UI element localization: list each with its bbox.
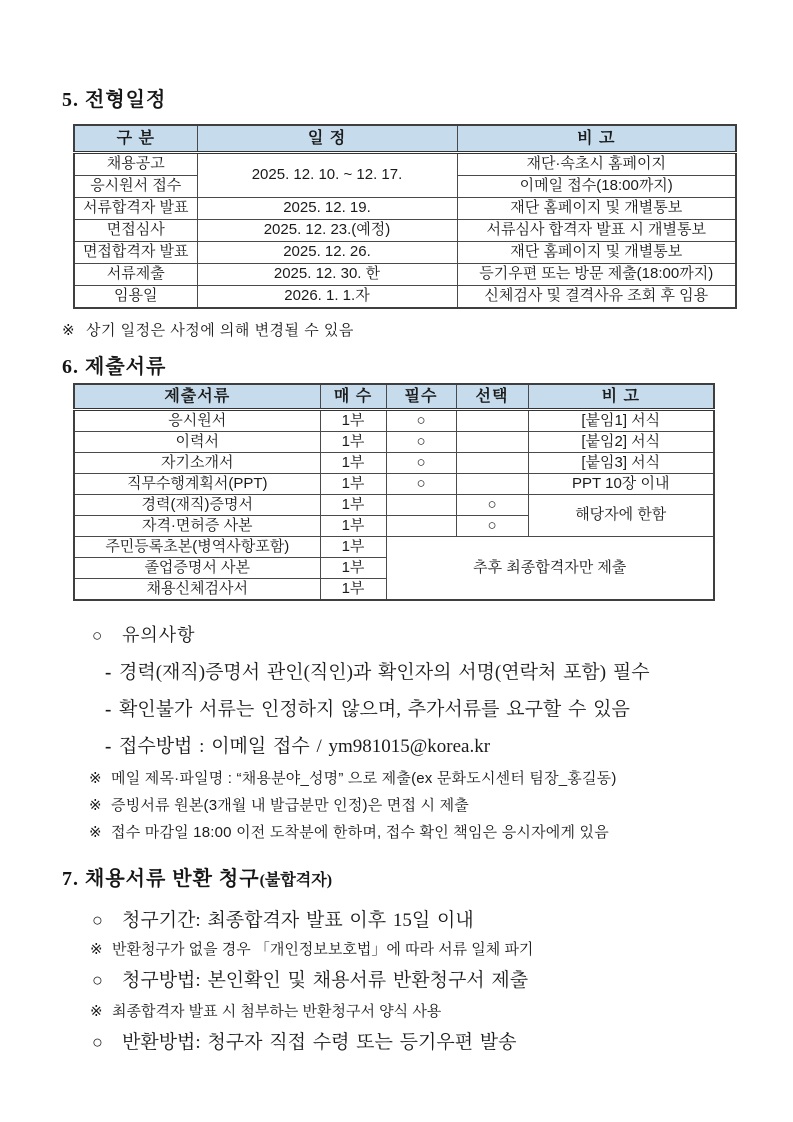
cell-schedule: 2025. 12. 19. <box>197 198 457 220</box>
cell-optional-mark <box>456 410 528 432</box>
table-row <box>74 432 714 453</box>
cell-note: [붙임2] 서식 <box>528 432 714 453</box>
circle-bullet: ○ <box>92 910 103 930</box>
cell-category: 임용일 <box>74 286 197 309</box>
reference-mark: ※ <box>89 824 102 841</box>
cell-note: [붙임1] 서식 <box>528 410 714 432</box>
schedule-table <box>73 124 737 309</box>
cell-note: 서류심사 합격자 발표 시 개별통보 <box>457 220 736 242</box>
notice-dash-item <box>62 735 743 759</box>
cell-category: 서류합격자 발표 <box>74 198 197 220</box>
notice-star-item <box>62 823 743 843</box>
schedule-table-header-row <box>74 125 736 153</box>
cell-note: [붙임3] 서식 <box>528 453 714 474</box>
return-claim-text: 청구방법: 본인확인 및 채용서류 반환청구서 제출 <box>122 970 529 991</box>
circle-bullet: ○ <box>92 1032 103 1052</box>
schedule-footnote <box>62 321 743 341</box>
return-claim-text: 반환방법: 청구자 직접 수령 또는 등기우편 발송 <box>122 1032 517 1053</box>
cell-schedule: 2025. 12. 30. 한 <box>197 264 457 286</box>
col-header-optional: 선택 <box>456 384 528 410</box>
table-row <box>74 264 736 286</box>
cell-required-mark <box>386 516 456 537</box>
col-header-copies: 매 수 <box>320 384 386 410</box>
section7-heading-main: 7. 채용서류 반환 청구 <box>62 868 260 890</box>
cell-required-mark: ○ <box>386 453 456 474</box>
cell-note: 재단 홈페이지 및 개별통보 <box>457 242 736 264</box>
cell-note: 등기우편 또는 방문 제출(18:00까지) <box>457 264 736 286</box>
cell-copies: 1부 <box>320 495 386 516</box>
circle-bullet: ○ <box>92 970 103 990</box>
cell-doc: 주민등록초본(병역사항포함) <box>74 537 320 558</box>
notice-dash-item <box>62 661 743 685</box>
return-claim-item <box>62 967 743 994</box>
cell-schedule: 2025. 12. 26. <box>197 242 457 264</box>
reference-mark: ※ <box>90 1003 103 1020</box>
cell-copies: 1부 <box>320 516 386 537</box>
cell-category: 면접합격자 발표 <box>74 242 197 264</box>
cell-doc: 졸업증명서 사본 <box>74 558 320 579</box>
cell-required-mark <box>386 495 456 516</box>
notice-star-text: 메일 제목·파일명 : “채용분야_성명” 으로 제출(ex 문화도시센터 팀장_홍길동) <box>111 770 617 787</box>
reference-mark: ※ <box>62 322 76 339</box>
table-row <box>74 453 714 474</box>
cell-schedule: 2026. 1. 1.자 <box>197 286 457 309</box>
table-row <box>74 198 736 220</box>
cell-doc: 응시원서 <box>74 410 320 432</box>
documents-table <box>73 383 715 601</box>
notice-dash-text: 경력(재직)증명서 관인(직인)과 확인자의 서명(연락처 포함) 필수 <box>119 662 650 683</box>
cell-note: 재단·속초시 홈페이지 <box>457 153 736 176</box>
notice-star-item <box>62 796 743 816</box>
schedule-footnote-text: 상기 일정은 사정에 의해 변경될 수 있음 <box>86 322 354 339</box>
notice-dash-text: 확인불가 서류는 인정하지 않으며, 추가서류를 요구할 수 있음 <box>119 699 630 720</box>
section7-heading <box>62 867 743 893</box>
cell-copies: 1부 <box>320 432 386 453</box>
cell-optional-mark <box>456 432 528 453</box>
section5-heading: 5. 전형일정 <box>62 89 167 111</box>
table-row <box>74 242 736 264</box>
return-claim-note-text: 반환청구가 없을 경우 「개인정보보호법」에 따라 서류 일체 파기 <box>112 941 534 958</box>
cell-final-submit-note: 추후 최종합격자만 제출 <box>386 537 714 601</box>
col-header-required: 필수 <box>386 384 456 410</box>
section6-heading: 6. 제출서류 <box>62 356 167 378</box>
cell-copies: 1부 <box>320 558 386 579</box>
cell-doc: 자기소개서 <box>74 453 320 474</box>
notice-star-text: 증빙서류 원본(3개월 내 발급분만 인정)은 면접 시 제출 <box>111 797 469 814</box>
cell-category: 서류제출 <box>74 264 197 286</box>
cell-required-mark: ○ <box>386 432 456 453</box>
dash-bullet: - <box>105 699 112 720</box>
cell-optional-mark <box>456 474 528 495</box>
notice-star-text: 접수 마감일 18:00 이전 도착분에 한하며, 접수 확인 책임은 응시자에게 있음 <box>111 824 609 841</box>
cell-copies: 1부 <box>320 474 386 495</box>
cell-note: 이메일 접수(18:00까지) <box>457 176 736 198</box>
cell-doc: 이력서 <box>74 432 320 453</box>
dash-bullet: - <box>105 662 112 683</box>
notice-dash-text: 접수방법 : 이메일 접수 / ym981015@korea.kr <box>119 736 491 757</box>
cell-category: 응시원서 접수 <box>74 176 197 198</box>
col-header-schedule: 일 정 <box>197 125 457 153</box>
cell-doc: 직무수행계획서(PPT) <box>74 474 320 495</box>
table-row <box>74 474 714 495</box>
return-claim-item <box>62 907 743 934</box>
cell-copies: 1부 <box>320 453 386 474</box>
cell-copies: 1부 <box>320 537 386 558</box>
cell-copies: 1부 <box>320 410 386 432</box>
table-row <box>74 286 736 309</box>
cell-category: 채용공고 <box>74 153 197 176</box>
notice-title <box>62 623 743 648</box>
col-header-note: 비 고 <box>457 125 736 153</box>
return-claim-item <box>62 1029 743 1056</box>
cell-doc: 채용신체검사서 <box>74 579 320 601</box>
cell-category: 면접심사 <box>74 220 197 242</box>
return-claim-note <box>62 940 743 960</box>
cell-copies: 1부 <box>320 579 386 601</box>
table-row <box>74 537 714 558</box>
documents-table-header-row <box>74 384 714 410</box>
col-header-note: 비 고 <box>528 384 714 410</box>
reference-mark: ※ <box>89 797 102 814</box>
col-header-category: 구 분 <box>74 125 197 153</box>
cell-doc: 경력(재직)증명서 <box>74 495 320 516</box>
return-claim-text: 청구기간: 최종합격자 발표 이후 15일 이내 <box>122 910 474 931</box>
cell-schedule: 2025. 12. 23.(예정) <box>197 220 457 242</box>
cell-note-merged: 해당자에 한함 <box>528 495 714 537</box>
cell-required-mark: ○ <box>386 474 456 495</box>
table-row <box>74 410 714 432</box>
table-row <box>74 220 736 242</box>
reference-mark: ※ <box>90 941 103 958</box>
return-claim-note-text: 최종합격자 발표 시 첨부하는 반환청구서 양식 사용 <box>112 1003 442 1020</box>
section7-heading-paren: (불합격자) <box>259 872 333 889</box>
table-row <box>74 495 714 516</box>
col-header-doc: 제출서류 <box>74 384 320 410</box>
dash-bullet: - <box>105 736 112 757</box>
cell-optional-mark <box>456 453 528 474</box>
cell-optional-mark: ○ <box>456 516 528 537</box>
notice-star-item <box>62 769 743 789</box>
table-row <box>74 153 736 176</box>
return-claim-note <box>62 1002 743 1022</box>
cell-note: PPT 10장 이내 <box>528 474 714 495</box>
cell-required-mark: ○ <box>386 410 456 432</box>
notice-title-text: 유의사항 <box>122 625 196 645</box>
notice-dash-item <box>62 698 743 722</box>
cell-doc: 자격·면허증 사본 <box>74 516 320 537</box>
circle-bullet: ○ <box>92 626 104 645</box>
cell-optional-mark: ○ <box>456 495 528 516</box>
cell-note: 재단 홈페이지 및 개별통보 <box>457 198 736 220</box>
cell-note: 신체검사 및 결격사유 조회 후 임용 <box>457 286 736 309</box>
cell-schedule: 2025. 12. 10. ~ 12. 17. <box>197 153 457 198</box>
reference-mark: ※ <box>89 770 102 787</box>
